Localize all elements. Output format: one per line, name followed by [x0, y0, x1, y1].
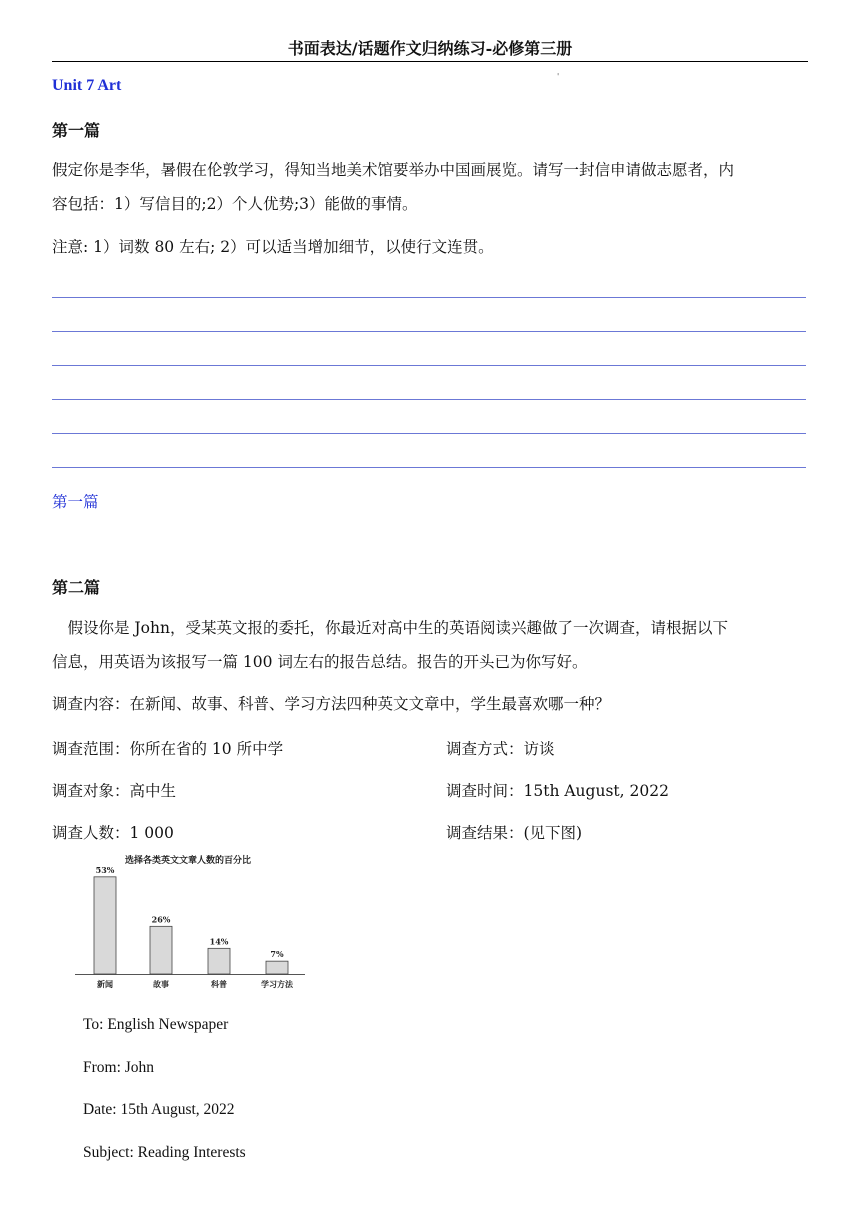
section1-prompt-line2: 容包括：1）写信目的;2）个人优势;3）能做的事情。: [52, 195, 418, 213]
bar-value-label: 53%: [95, 864, 115, 875]
small-mark: ': [557, 72, 560, 81]
section1-note: 注意: 1）词数 80 左右; 2）可以适当增加细节，以使行文连贯。: [52, 238, 494, 256]
bar-value-label: 14%: [209, 936, 229, 947]
survey-subjects: 调查对象：高中生: [52, 782, 177, 800]
survey-method: 调查方式：访谈: [446, 740, 555, 758]
bar-2: [208, 948, 230, 974]
survey-scope: 调查范围：你所在省的 10 所中学: [52, 740, 284, 758]
memo-to: To: English Newspaper: [83, 1016, 229, 1033]
answer-line[interactable]: [52, 331, 806, 332]
bar-1: [150, 926, 172, 974]
section2-prompt-line2: 信息，用英语为该报写一篇 100 词左右的报告总结。报告的开头已为你写好。: [52, 653, 588, 671]
section1-heading: 第一篇: [52, 121, 101, 140]
category-label: 新闻: [97, 979, 113, 989]
section1-link[interactable]: 第一篇: [52, 493, 99, 511]
answer-line[interactable]: [52, 297, 806, 298]
answer-line[interactable]: [52, 433, 806, 434]
section2-heading: 第二篇: [52, 578, 101, 597]
section1-prompt-line1: 假定你是李华，暑假在伦敦学习，得知当地美术馆要举办中国画展览。请写一封信申请做志愿者，内: [52, 161, 735, 179]
header-rule: [52, 61, 808, 62]
category-label: 故事: [153, 979, 169, 989]
unit-title: Unit 7 Art: [52, 77, 122, 94]
bar-0: [94, 877, 116, 974]
answer-line[interactable]: [52, 467, 806, 468]
survey-content: 调查内容：在新闻、故事、科普、学习方法四种英文文章中，学生最喜欢哪一种？: [52, 695, 611, 713]
survey-count: 调查人数：1 000: [52, 824, 174, 842]
memo-subject: Subject: Reading Interests: [83, 1144, 246, 1161]
survey-time: 调查时间：15th August, 2022: [446, 782, 669, 800]
page-header: 书面表达/话题作文归纳练习-必修第三册: [287, 39, 573, 58]
memo-date: Date: 15th August, 2022: [83, 1101, 235, 1118]
survey-result: 调查结果：(见下图): [446, 824, 583, 842]
category-label: 科普: [211, 979, 227, 989]
memo-from: From: John: [83, 1059, 155, 1076]
bar-3: [266, 961, 288, 974]
category-label: 学习方法: [261, 979, 293, 989]
bar-value-label: 26%: [151, 914, 171, 925]
bar-value-label: 7%: [270, 949, 284, 960]
chart-title: 选择各类英文文章人数的百分比: [125, 856, 252, 866]
section2-prompt-line1: 假设你是 John，受某英文报的委托，你最近对高中生的英语阅读兴趣做了一次调查，请根据以下: [52, 619, 728, 637]
answer-line[interactable]: [52, 399, 806, 400]
survey-bar-chart: [70, 848, 310, 994]
answer-line[interactable]: [52, 365, 806, 366]
